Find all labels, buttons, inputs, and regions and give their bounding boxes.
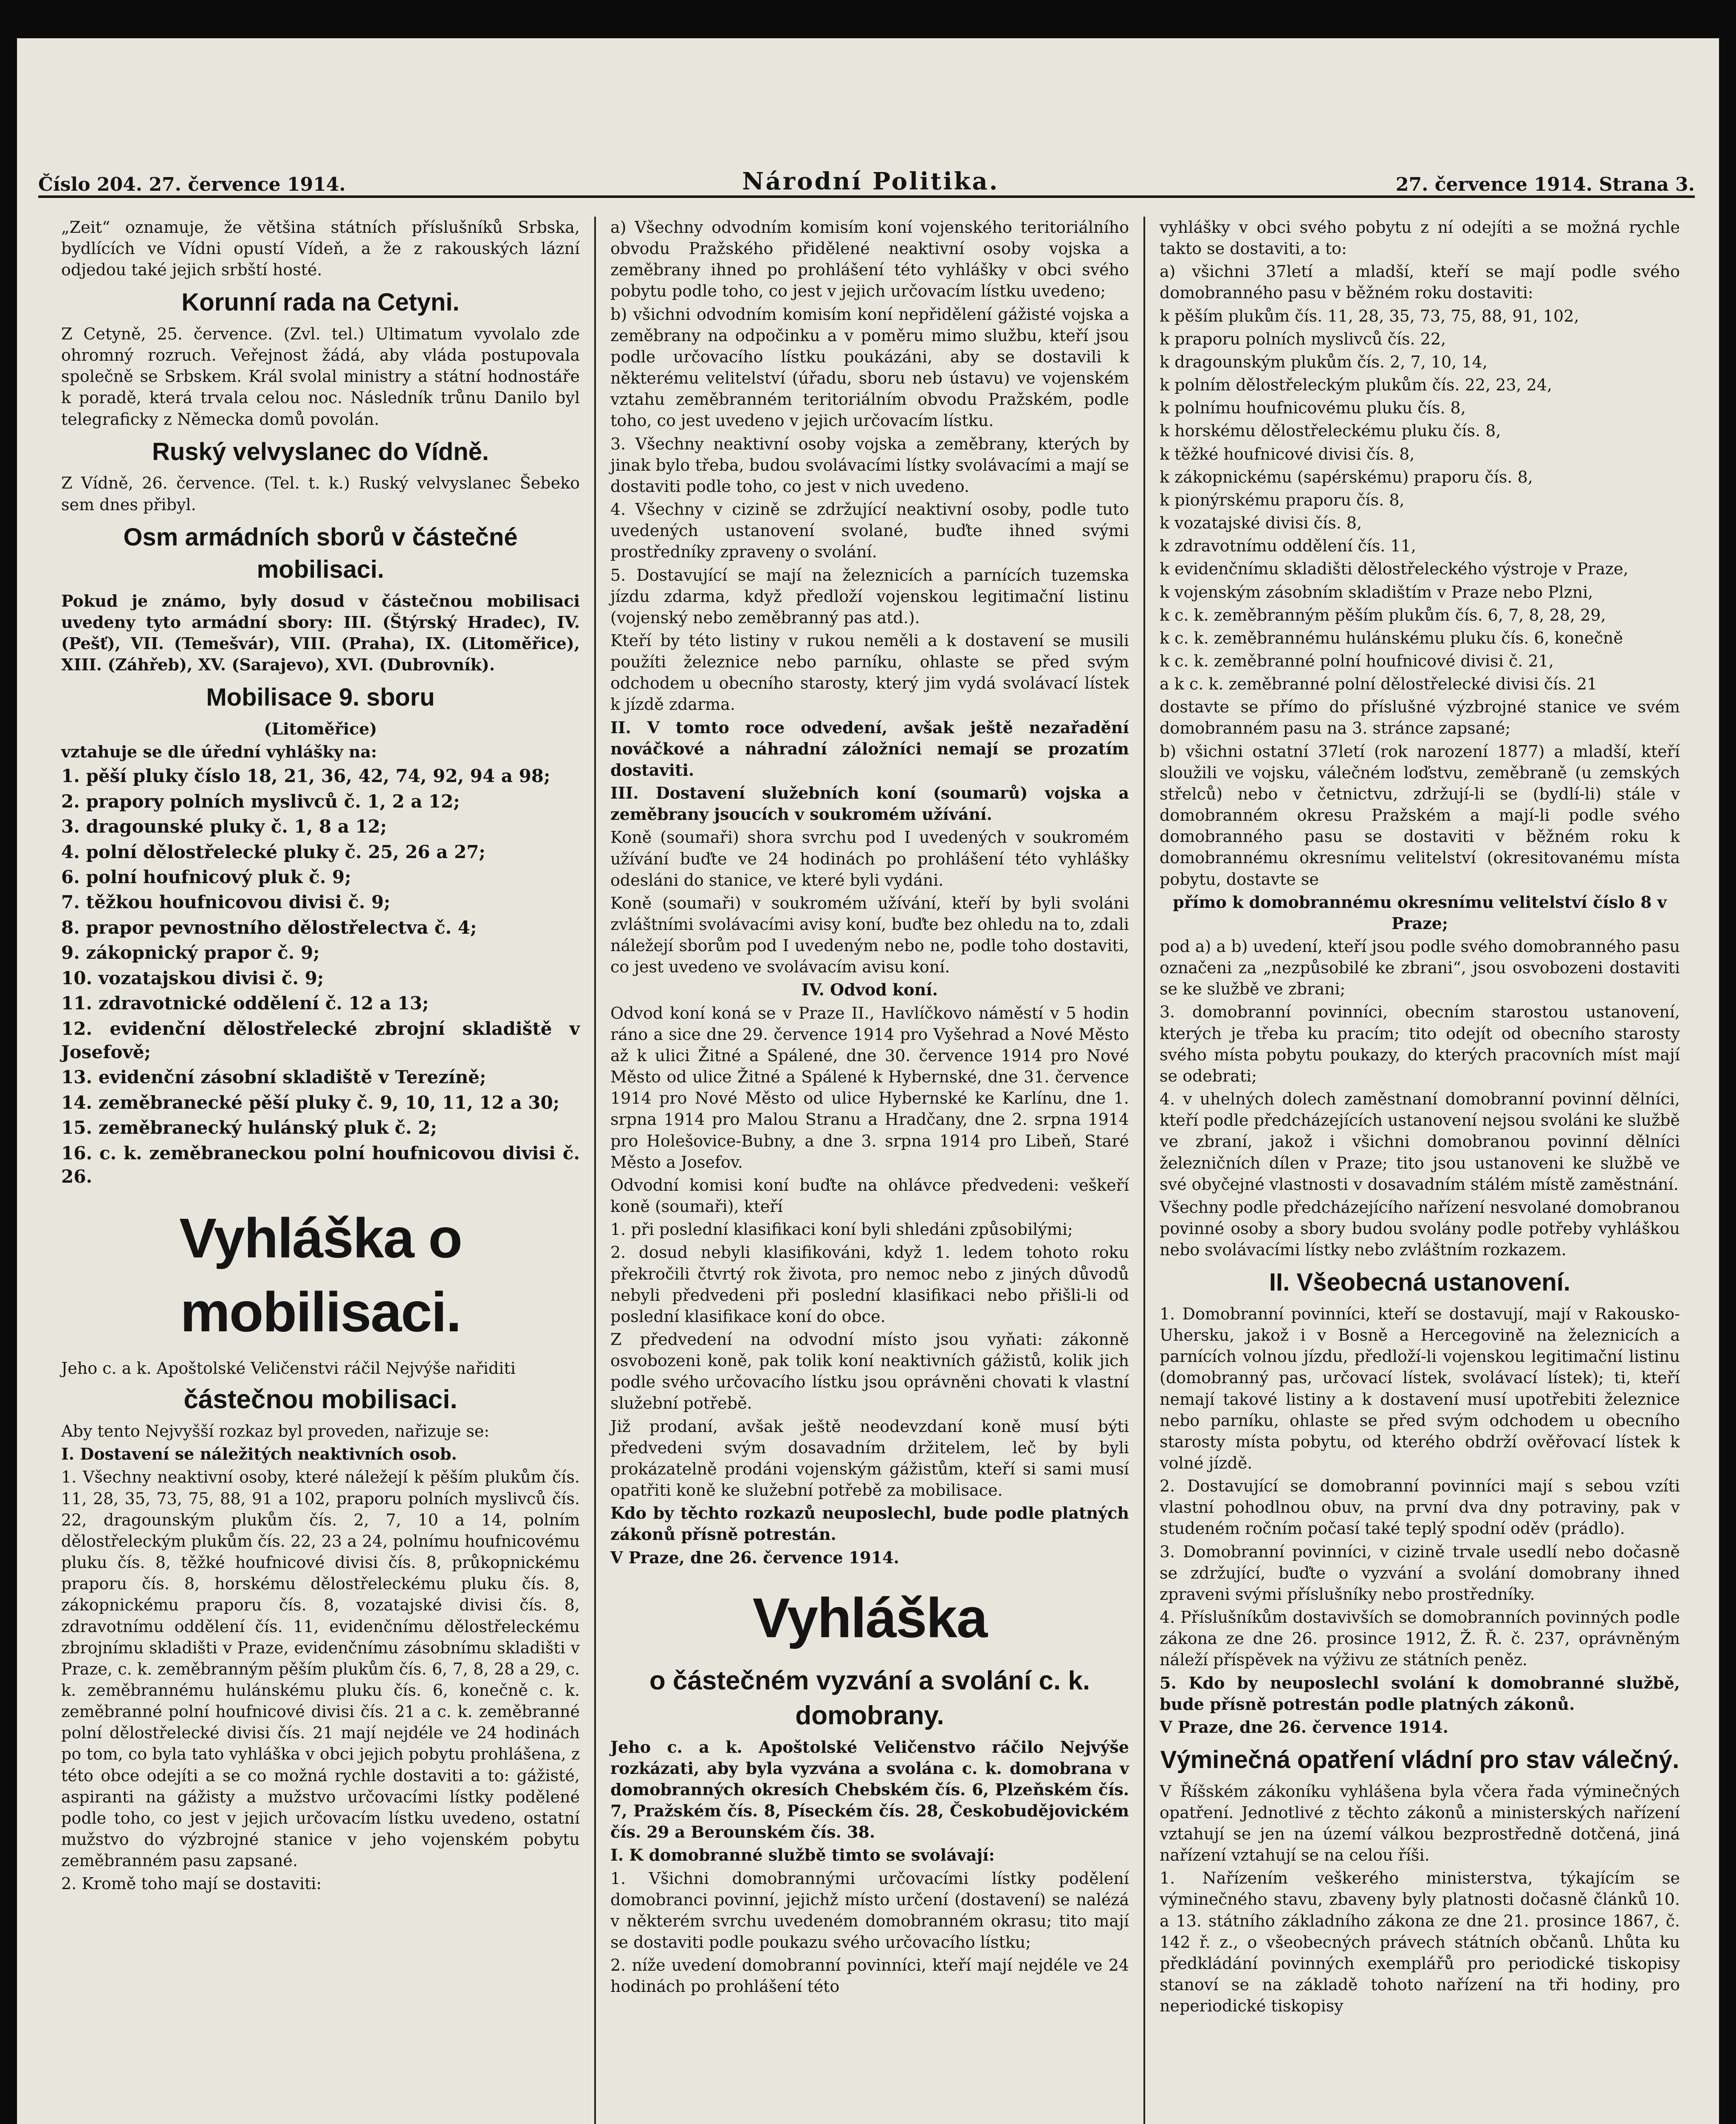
paragraph: a) Všechny odvodním komisím koní vojenského teritoriálního obvodu Pražského přidělené neaktivní osoby vojska a zeměbrany ihned po prohlášení této vyhlášky v obci svého pobytu podle toho, co jest v jejich určovacím lístku uvedeno; [610,218,1129,301]
section-heading: I. K domobranné službě timto se svolávají: [610,1845,995,1865]
paragraph: Jeho c. a k. Apoštolské Veličenstvo ráčilo Nejvýše rozkázati, aby byla vyzvána a svolána c. k. domobrana v domobranných okresích Chebském čís. 6, Plzeňském čís. 7, Pražském čís. 8, Píseckém čís. 28, Českobudějovickém čís. 29 a Berounském čís. 38. [610,1737,1129,1842]
list-item: 4. polní dělostřelecké pluky č. 25, 26 a 27; [61,841,486,862]
headline: II. Všeobecná ustanovení. [1269,1268,1571,1296]
paragraph: 4. Příslušníkům dostavivších se domobranních povinných podle zákona ze dne 26. prosince 1912, Ž. Ř. č. 237, oprávněným náleží příspěvek na výživu ze státních peněz. [1160,1608,1680,1669]
paragraph: 1. Všichni domobrannými určovacími lístky podělení domobranci povinní, jejichž místo určení (dostavení) se nalézá v některém svrchu uvedeném domobranném okrasu; tito mají se dostaviti podle poukazu svého určovacího lístku; [610,1869,1129,1952]
paragraph: 1. Všechny neaktivní osoby, které náležejí k pěším plukům čís. 11, 28, 35, 73, 75, 88, 91 a 102, praporu polních myslivců čís. 22, dragounským plukům čís. 2, 7, 10 a 14, polním dělostřeleckým plukům čís. 22, 23 a 24, polnímu houfnicovému pluku čís. 8, těžké houfnicové divisi čís. 8, průkopnickému praporu čís. 8, horskému dělostřeleckému pluku čís. 8, zákopnickému praporu čís. 8, vozatajské divisi čís. 8, zdravotnímu oddělení čís. 11, evidenčnímu dělostřeleckému zbrojnímu skladišti v Praze, evidenčnímu zásobnímu skladišti v Praze, c. k. zeměbranným pěším plukům čís. 6, 7, 8, 28 a 29, c. k. zeměbrannému hulánskému pluku čís. 6, konečně c. k. zeměbranné polní houfnicové divisi čís. 21 a c. k. zeměbranné polní dělostřelecké divisi čís. 21 mají nejdéle ve 24 hodinách po tom, co byla tato vyhláška v obci jejich pobytu prohlášena, z této obce odejíti a se co možná rychle dostaviti a to: gážisté, aspiranti na gážisty a mužstvo určovacími lístky podělené podle toho, co jest v jejich určovacím lístku uvedeno, ostatní mužstvo do výzbrojné stanice v jeho vojenském pobytu zeměbranném pasu zapsané. [61,1468,580,1870]
section-heading: I. Dostavení se náležitých neaktivních osob. [61,1444,457,1464]
paragraph: 3. Všechny neaktivní osoby vojska a zeměbrany, kterých by jinak bylo třeba, budou svolávacími lístky svolávacími a mají se dostaviti podle toho, co jest v nich uvedeno. [610,434,1129,496]
page-date: 27. července 1914. Strana 3. [1395,174,1695,195]
paragraph: Koně (soumaři) shora svrchu pod I uvedených v soukromém užívání buďte ve 24 hodinách po prohlášení této vyhlášky odesláni do stanice, ve které byli vydáni. [610,828,1129,890]
headline: Mobilisace 9. sboru [206,684,435,712]
list-item: k horskému dělostřeleckému pluku čís. 8, [1160,421,1501,441]
paragraph: „Zeit“ oznamuje, že většina státních příslušníků Srbska, bydlících ve Vídni opustí Vídeň, a že z rakouských lázní odjedou také jejich srbští hosté. [61,218,580,280]
headline: Korunní rada na Cetyni. [181,288,460,316]
list-item: 3. dragounské pluky č. 1, 8 a 12; [61,816,387,837]
column-3 [1145,217,1694,2124]
list-item: k praporu polních myslivců čís. 22, [1160,329,1446,348]
paragraph: Z Vídně, 26. července. (Tel. t. k.) Ruský velvyslanec Šebeko sem dnes přibyl. [61,474,580,514]
paragraph: pod a) a b) uvedení, kteří jsou podle svého domobranného pasu označeni za „nezpůsobilé ke zbrani“, jsou osvobozeni dostaviti se ke službě ve zbrani; [1160,937,1680,999]
list-item: 14. zeměbranecké pěší pluky č. 9, 10, 11, 12 a 30; [61,1092,560,1113]
list-item: k evidenčnímu skladišti dělostřeleckého výstroje v Praze, [1160,559,1629,579]
paragraph: Pokud je známo, byly dosud v částečnou mobilisaci uvedeny tyto armádní sbory: III. (Štýrský Hradec), IV. (Pešť), VII. (Temešvár), VIII. (Praha), IX. (Litoměřice), XIII. (Záhřeb), XV. (Sarajevo), XVI. (Dubrovník). [61,591,580,675]
list-item: k polním dělostřeleckým plukům čís. 22, 23, 24, [1160,376,1553,395]
paragraph: b) všichni odvodním komisím koní nepřidělení gážisté vojska a zeměbrany na odpočinku a v poměru mimo službu, kteří jsou podle určovacího lístku poukázáni, aby se dostavili k některému velitelství (úřadu, sboru neb ústavu) ve vojenském vztahu zeměbranném teritoriálním obvodu Pražském, podle toho, co jest uvedeno v jejich určovacím lístku. [610,305,1129,430]
paragraph: 1. při poslední klasifikaci koní byli shledáni způsobilými; [610,1220,1073,1239]
paragraph: Koně (soumaři) v soukromém užívání, kteří by byli svoláni zvláštními svolávacími avisy koní, buďte bez ohledu na to, zdali náležejí sborům pod I uvedeným nebo ne, podle toho dostaviti, co jest uvedeno ve svolávacím avisu koní. [610,893,1129,977]
list-item: k c. k. zeměbrannému hulánskému pluku čís. 6, konečně [1160,628,1623,647]
paragraph: 2. Kromě toho mají se dostaviti: [61,1874,322,1893]
paragraph: 5. Kdo by neuposlechl svolání k domobranné službě, bude přísně potrestán podle platných zákonů. [1160,1673,1680,1714]
paragraph: 3. domobranní povinníci, obecním starostou ustanovení, kterých je třeba ku pracím; tito odejít od obecního starosty svého místa pobytu poukazy, do kterých pracovních míst mají se odebrati; [1160,1003,1680,1085]
headline: Ruský velvyslanec do Vídně. [152,438,489,466]
list-item: k zdravotnímu oddělení čís. 11, [1160,537,1416,556]
list-item: 12. evidenční dělostřelecké zbrojní skladiště v Josefově; [61,1018,580,1063]
newspaper-page [17,38,1719,2124]
paragraph: dostavte se přímo do příslušné výzbrojné stanice ve svém domobranném pasu na 3. stránce zapsané; [1160,698,1680,738]
headline: Výminečná opatření vládní pro stav válečný. [1160,1746,1680,1774]
paragraph: Kteří by této listiny v rukou neměli a k dostavení se musili použíti železnice nebo parníku, ohlaste se před svým odchodem u obecního starosty, který jim vydá svolávací lístek k jízdě zdarma. [610,631,1129,714]
section-heading: III. Dostavení služebních koní (soumarů) vojska a zeměbrany jsoucích v soukromém užívání. [610,783,1129,824]
signature-line: V Praze, dne 26. července 1914. [1160,1717,1448,1737]
list-item: k c. k. zeměbranné polní houfnicové divisi č. 21, [1160,651,1554,670]
column-2 [596,217,1145,2124]
list-item: 13. evidenční zásobní skladiště v Terezíně; [61,1067,486,1088]
paragraph: a) všichni 37letí a mladší, kteří se mají podle svého domobranného pasu v běžném roku dostaviti: [1160,262,1680,302]
page-header [38,140,1695,198]
paragraph: 4. v uhelných dolech zaměstnaní domobranní povinní dělníci, kteří podle předcházejících ustanovení nejsou svoláni ke službě ve zbraní, jakož i všichni domobranou povinní dělníci železničních dílen v Praze; tito jsou ustanoveni ke službě ve své obyčejné vlastnosti v dosavadním stálém místě zaměstnání. [1160,1090,1680,1194]
proclamation-title: Vyhláška o mobilisaci. [179,1206,462,1343]
paragraph: 1. Domobranní povinníci, kteří se dostavují, mají v Rakousko-Uhersku, jakož i v Bosně a Hercegovině na železnicích a parnících volnou jízdu, předloží-li vojenskou legitimační listinu (domobranný pas, určovací lístek, svolávací lístek); ti, kteří nemají takové listiny a k dostavení musí upotřebiti železnice nebo parníku, ohlaste se před svým odchodem u obecního starosty místa pobytu, od kterého obdrží ověřovací lístek k volné jízdě. [1160,1304,1680,1472]
article-columns [47,217,1695,2124]
list-item: k pěším plukům čís. 11, 28, 35, 73, 75, 88, 91, 102, [1160,306,1579,325]
paragraph: Odvod koní koná se v Praze II., Havlíčkovo náměstí v 5 hodin ráno a sice dne 29. července 1914 pro Vyšehrad a Nové Město až k ulici Žitné a Spálené, dne 30. července 1914 pro Nové Město od ulice Žitné a Spálené k Hybernské, dne 31. července 1914 pro Nové Město od ulice Hybernské ke Karlínu, dne 1. srpna 1914 pro Malou Stranu a Hradčany, dne 2. srpna 1914 pro Holešovice-Bubny, a dne 3. srpna 1914 pro Libeň, Staré Město a Josefov. [610,1003,1129,1172]
paragraph: Kdo by těchto rozkazů neuposlechl, bude podle platných zákonů přísně potrestán. [610,1503,1129,1544]
paragraph: 2. Dostavující se domobranní povinníci mají s sebou vzíti vlastní pohodlnou obuv, na první dva dny potraviny, pak v studeném ročním počasí také teplý spodní oděv (prádlo). [1160,1477,1680,1538]
paragraph: vyhlášky v obci svého pobytu z ní odejíti a se možná rychle takto se dostaviti, a to: [1160,218,1680,258]
paragraph: 3. Domobranní povinníci, v cizině trvale usedlí nebo dočasně se zdržující, buďte o vyzvání a svolání domobrany ihned zpraveni svými příslušníky nebo prostředníky. [1160,1542,1680,1604]
headline: Osm armádních sborů v částečné mobilisaci. [123,523,518,584]
list-item: k c. k. zeměbranným pěším plukům čís. 6, 7, 8, 28, 29, [1160,605,1606,624]
paragraph: 4. Všechny v cizině se zdržující neaktivní osoby, podle tuto uvedených ustanovení svolané, buďte ihned svými prostředníky zpraveny o svolání. [610,500,1129,562]
signature-line: V Praze, dne 26. července 1914. [610,1548,899,1567]
list-item: k těžké houfnicové divisi čís. 8, [1160,444,1415,463]
list-item: 6. polní houfnicový pluk č. 9; [61,866,351,887]
paragraph: 1. Nařízením veškerého ministerstva, týkajícím se výminečného stavu, zbaveny byly platnosti dočasně článků 10. a 13. státního základního zákona ze dne 21. prosince 1867, č. 142 ř. z., o všeobecných právech státních občanů. Lhůta ku předkládání povinných exemplářů pro periodické tiskopisy stanoví se na základě tohoto nařízení na tři hodiny, pro neperiodické tiskopisy [1160,1869,1680,2016]
list-item: k dragounským plukům čís. 2, 7, 10, 14, [1160,352,1488,371]
issue-number: Číslo 204. 27. července 1914. [38,174,346,195]
proclamation-title: Vyhláška [752,1586,987,1649]
headline: částečnou mobilisaci. [183,1385,457,1415]
list-item: 16. c. k. zeměbraneckou polní houfnicovou divisi č. 26. [61,1142,580,1187]
paragraph: Odvodní komisi koní buďte na ohlávce předvedeni: veškeří koně (soumaři), kteří [610,1175,1129,1216]
list-item: 1. pěší pluky číslo 18, 21, 36, 42, 74, 92, 94 a 98; [61,765,550,787]
list-item: 7. těžkou houfnicovou divisi č. 9; [61,892,390,913]
paragraph: Již prodaní, avšak ještě neodevzdaní koně musí býti předvedeni svým dosavadním držitelem, leč by byli prokázatelně prodáni vojenským gážistům, kteří si sami musí opatřiti koně ke služební potřebě za mobilisace. [610,1417,1129,1500]
unit-list [61,764,580,1188]
list-item: k polnímu houfnicovému pluku čís. 8, [1160,398,1466,418]
list-item: 11. zdravotnické oddělení č. 12 a 13; [61,993,429,1014]
subheadline: (Litoměřice) [264,719,377,738]
list-item: k vojenským zásobním skladištím v Praze nebo Plzni, [1160,582,1593,602]
paragraph: přímo k domobrannému okresnímu velitelství číslo 8 v Praze; [1173,892,1667,933]
paragraph: 2. dosud nebyli klasifikováni, když 1. ledem tohoto roku překročili čtvrtý rok života, pro nemoc nebo z jiných důvodů nebyli předvedeni při poslední klasifikaci nebo přišli-li od poslední klasifikace koní do obce. [610,1243,1129,1326]
paragraph: Aby tento Nejvyšší rozkaz byl proveden, nařizuje se: [61,1422,490,1441]
section-heading: II. V tomto roce odvedení, avšak ještě nezařadění nováčkové a náhradní záložníci nemají se prozatím dostaviti. [610,717,1129,780]
list-item: 15. zeměbranecký hulánský pluk č. 2; [61,1117,437,1138]
paragraph: 2. níže uvedení domobranní povinníci, kteří mají nejdéle ve 24 hodinách po prohlášení této [610,1956,1129,1996]
list-item: 8. prapor pevnostního dělostřelectva č. 4; [61,917,477,938]
list-item: 9. zákopnický prapor č. 9; [61,942,320,963]
paragraph: 5. Dostavující se mají na železnicích a parnících tuzemska jízdu zdarma, když předloží vojenskou legitimační listinu (vojenský nebo zeměbranný pas atd.). [610,565,1129,627]
list-item: k vozatajské divisi čís. 8, [1160,514,1362,533]
list-item: 10. vozatajskou divisi č. 9; [61,967,324,989]
newspaper-title: Národní Politika. [742,167,999,195]
paragraph: Z Cetyně, 25. července. (Zvl. tel.) Ultimatum vyvolalo zde ohromný rozruch. Veřejnost žádá, aby vláda postupovala společně se Srbskem. Král svolal ministry a státní hodnostáře k poradě, která trvala celou noc. Následník trůnu Danilo byl telegraficky z Německa domů povolán. [61,325,580,429]
list-item: k zákopnickému (sapérskému) praporu čís. 8, [1160,467,1533,486]
paragraph: Všechny podle předcházejícího nařízení nesvolané domobranou povinné osoby a sbory budou svolány podle potřeby vyhláškou nebo svolávacími lístky nebo zvláštním rozkazem. [1160,1198,1680,1260]
subheadline: o částečném vyzvání a svolání c. k. domobrany. [649,1666,1090,1730]
paragraph: vztahuje se dle úřední vyhlášky na: [61,742,377,762]
column-1 [47,217,596,2124]
list-item: k pionýrskému praporu čís. 8, [1160,490,1405,509]
section-heading: IV. Odvod koní. [802,980,938,1000]
list-item: 2. prapory polních myslivců č. 1, 2 a 12; [61,791,460,812]
list-item: a k c. k. zeměbranné polní dělostřelecké divisi čís. 21 [1160,675,1598,694]
paragraph: Z předvedení na odvodní místo jsou vyňati: zákonně osvobozeni koně, pak tolik koní neaktivních gážistů, kolik jich podle svého určovacího lístku jsou oprávněni chovati k vlastní služební potřebě. [610,1330,1129,1413]
paragraph: Jeho c. a k. Apoštolské Veličenstvi ráčil Nejvýše nařiditi [61,1359,516,1378]
paragraph: b) všichni ostatní 37letí (rok narození 1877) a mladší, kteří sloužili ve vojsku, válečném loďstvu, zeměbraně (u zemských střelců) nebo v četnictvu, zdržují-li se (bydlí-li) stále v domobranném okresu Pražském a mají-li podle svého domobranného pasu se dostaviti v běžném roku k domobrannému okresnímu velitelství (okresitovanému místa pobytu, dostavte se [1160,742,1680,889]
paragraph: V Říšském zákoníku vyhlášena byla včera řada výminečných opatření. Jednotlivé z těchto zákonů a ministerských nařízení vztahují se jen na území válkou bezprostředně dotčená, jiná nařízení vztahují se na celou říši. [1160,1782,1680,1865]
